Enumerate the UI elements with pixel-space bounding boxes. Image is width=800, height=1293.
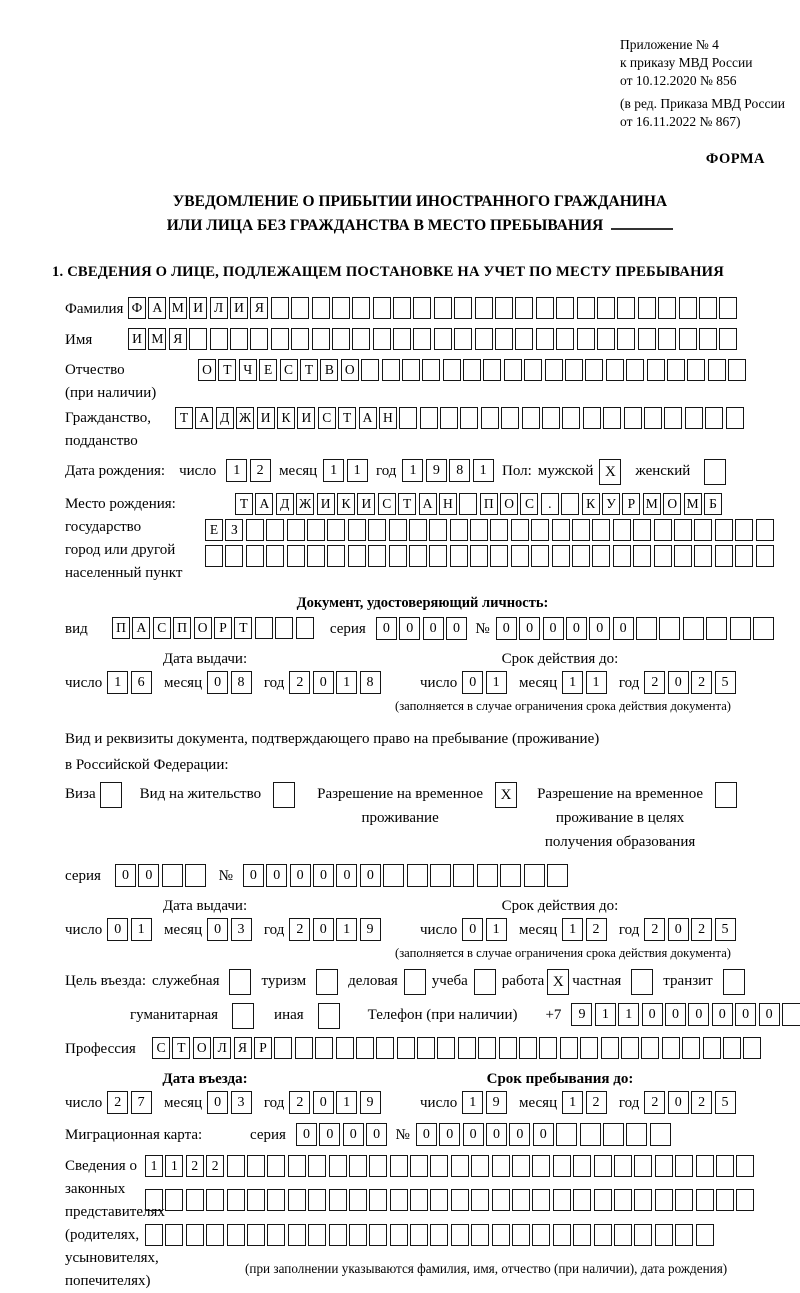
migration-card-row [65, 1123, 800, 1147]
visa-checkbox[interactable] [100, 782, 122, 808]
citizenship-input[interactable]: Т А Д Ж И К И С Т А Н [175, 407, 746, 429]
month-label: месяц [519, 922, 558, 938]
residence-doc-dates [65, 898, 800, 942]
temp-residence-label: Разрешение на временное проживание [317, 786, 484, 826]
month-label: месяц [519, 1095, 558, 1111]
visa-label: Виза [65, 786, 96, 802]
month-label: месяц [279, 463, 318, 479]
month-label: месяц [519, 675, 558, 691]
residence-issue-year-input[interactable]: 2 0 1 9 [289, 918, 383, 941]
issue-date-heading: Дата выдачи: [162, 651, 248, 667]
purpose-work-checkbox[interactable]: X [547, 969, 569, 995]
birth-year-input[interactable]: 1 9 8 1 [402, 459, 496, 482]
form-title-line2: ИЛИ ЛИЦА БЕЗ ГРАЖДАНСТВА В МЕСТО ПРЕБЫВАНИЯ [40, 214, 800, 238]
birthplace-line3-input[interactable] [205, 545, 776, 567]
ref-line: Приложение № 4 [620, 37, 719, 52]
purpose-business-checkbox[interactable] [404, 969, 426, 995]
order-reference [620, 36, 800, 131]
visa-option [65, 782, 122, 808]
validity-note: (заполняется в случае ограничения срока действия документа) [395, 699, 731, 713]
birthplace-inputs [205, 493, 776, 572]
stay-year-input[interactable]: 2 0 2 5 [644, 1091, 738, 1114]
birth-day-input[interactable]: 1 2 [226, 459, 273, 482]
residence-doc-options [65, 782, 800, 854]
sex-female-label: женский [635, 463, 691, 479]
purpose-study-label: учеба [431, 973, 468, 989]
forma-label: ФОРМА [705, 151, 765, 167]
form-title-line1: УВЕДОМЛЕНИЕ О ПРИБЫТИИ ИНОСТРАННОГО ГРАЖДАНИНА [172, 193, 668, 210]
doc-kind-label: вид [65, 621, 88, 637]
residence-series-input[interactable]: 0 0 [115, 864, 209, 887]
representatives-line2-input[interactable] [145, 1189, 757, 1211]
migration-series-input[interactable]: 0 0 0 0 [296, 1123, 390, 1146]
validity-note: (заполняется в случае ограничения срока действия документа) [395, 946, 731, 960]
edu-residence-label: Разрешение на временное проживание в целях получения образования [537, 786, 704, 850]
entry-date-heading: Дата въезда: [162, 1071, 248, 1087]
identity-doc-dates [65, 651, 800, 695]
entry-purpose-label: Цель въезда: [65, 973, 146, 989]
valid-until-heading: Срок действия до: [501, 651, 619, 667]
doc-kind-input[interactable]: П А С П О Р Т [112, 617, 316, 639]
ref-line: от 16.11.2022 № 867) [620, 114, 741, 129]
purpose-other-label: иная [274, 1007, 304, 1023]
day-label: число [65, 1095, 103, 1111]
representatives-label: Сведения о законных представителях (родителях, усыновителях, попечителях) [65, 1158, 165, 1289]
day-label: число [420, 1095, 458, 1111]
doc-series-input[interactable]: 0 0 0 0 [376, 617, 470, 640]
purpose-business-label: деловая [348, 973, 398, 989]
day-label: число [65, 675, 103, 691]
patronymic-input[interactable]: О Т Ч Е С Т В О [198, 359, 749, 381]
residence-issue-month-input[interactable]: 0 3 [207, 918, 254, 941]
purpose-tourism-checkbox[interactable] [316, 969, 338, 995]
day-label: число [179, 463, 217, 479]
residence-valid-year-input[interactable]: 2 0 2 5 [644, 918, 738, 941]
entry-day-input[interactable]: 2 7 [107, 1091, 154, 1114]
surname-label: Фамилия [65, 301, 124, 317]
birthplace-line2-input[interactable]: Е З [205, 519, 776, 541]
birthplace-line1-input[interactable]: Т А Д Ж И К И С Т А Н П О С . К У Р М О М Б [235, 493, 724, 515]
birthplace-row [65, 493, 800, 585]
sex-male-label: мужской [537, 463, 594, 479]
patronymic-row [65, 359, 800, 405]
migration-number-label: № [395, 1127, 410, 1143]
identity-doc-kind-row [65, 617, 800, 641]
purpose-official-label: служебная [151, 973, 220, 989]
stay-month-input[interactable]: 1 2 [562, 1091, 609, 1114]
citizenship-row [65, 407, 800, 453]
purpose-study-checkbox[interactable] [474, 969, 496, 995]
year-label: год [263, 675, 285, 691]
edu-residence-option [537, 782, 737, 854]
profession-input[interactable]: С Т О Л Я Р [152, 1037, 764, 1059]
purpose-phone-row [65, 1003, 800, 1029]
migration-card-label: Миграционная карта: [65, 1127, 203, 1143]
residence-permit-option [140, 782, 295, 808]
year-label: год [263, 922, 285, 938]
title-blank-underline [611, 214, 673, 230]
doc-issue-year-input[interactable]: 2 0 1 8 [289, 671, 383, 694]
purpose-humanitarian-checkbox[interactable] [232, 1003, 254, 1029]
birth-date-row [65, 459, 800, 485]
stay-day-input[interactable]: 1 9 [462, 1091, 509, 1114]
residence-doc-series-row [65, 864, 800, 888]
migration-series-label: серия [250, 1127, 286, 1143]
doc-issue-day-input[interactable]: 1 6 [107, 671, 154, 694]
phone-label: Телефон (при наличии) [367, 1007, 518, 1023]
year-label: год [263, 1095, 285, 1111]
year-label: год [618, 922, 640, 938]
doc-issue-month-input[interactable]: 0 8 [207, 671, 254, 694]
name-row [65, 328, 800, 352]
birth-date-label: Дата рождения: [65, 463, 166, 479]
birthplace-label: Место рождения: государство город или другой населенный пункт [65, 496, 183, 581]
residence-permit-checkbox[interactable] [273, 782, 295, 808]
representatives-row [65, 1155, 800, 1293]
month-label: месяц [164, 1095, 203, 1111]
doc-valid-day-input[interactable]: 0 1 [462, 671, 509, 694]
doc-valid-year-input[interactable]: 2 0 2 5 [644, 671, 738, 694]
representatives-note: (при заполнении указываются фамилия, имя, отчество (при наличии), дата рождения) [245, 1261, 728, 1276]
doc-series-label: серия [329, 621, 366, 637]
name-label: Имя [65, 332, 93, 348]
name-input[interactable]: И М Я [128, 328, 740, 350]
citizenship-label: Гражданство, подданство [65, 410, 152, 449]
temp-residence-option [317, 782, 517, 830]
purpose-humanitarian-label: гуманитарная [130, 1007, 219, 1023]
year-label: год [618, 675, 640, 691]
representatives-line1-input[interactable]: 1 1 2 2 [145, 1155, 757, 1177]
issue-date-heading: Дата выдачи: [162, 898, 248, 914]
purpose-private-label: частная [572, 973, 622, 989]
residence-number-input[interactable]: 0 0 0 0 0 0 [243, 864, 570, 887]
birth-month-input[interactable]: 1 1 [323, 459, 370, 482]
sex-male-checkbox[interactable]: X [599, 459, 621, 485]
identity-doc-heading: Документ, удостоверяющий личность: [296, 595, 549, 611]
edu-residence-checkbox[interactable] [715, 782, 737, 808]
representatives-inputs [145, 1155, 757, 1277]
profession-row [65, 1037, 800, 1061]
ref-line: (в ред. Приказа МВД России [620, 96, 785, 111]
purpose-transit-checkbox[interactable] [723, 969, 745, 995]
doc-number-input[interactable]: 0 0 0 0 0 0 [496, 617, 777, 640]
surname-input[interactable]: Ф А М И Л И Я [128, 297, 740, 319]
month-label: месяц [164, 675, 203, 691]
form-title [40, 190, 800, 238]
series-label: серия [65, 868, 101, 884]
profession-label: Профессия [65, 1041, 136, 1057]
sex-label: Пол: [502, 463, 532, 479]
doc-valid-month-input[interactable]: 1 1 [562, 671, 609, 694]
valid-until-heading: Срок действия до: [501, 898, 619, 914]
entry-month-input[interactable]: 0 3 [207, 1091, 254, 1114]
day-label: число [420, 675, 458, 691]
residence-valid-day-input[interactable]: 0 1 [462, 918, 509, 941]
number-label: № [218, 868, 233, 884]
ref-line: от 10.12.2020 № 856 [620, 73, 737, 88]
year-label: год [375, 463, 397, 479]
entry-stay-dates [65, 1071, 800, 1115]
residence-permit-label: Вид на жительство [139, 786, 262, 802]
residence-issue-day-input[interactable]: 0 1 [107, 918, 154, 941]
residence-doc-intro: Вид и реквизиты документа, подтверждающего право на пребывание (проживание) в Российской Федерации: [65, 731, 600, 773]
surname-row [65, 297, 800, 321]
purpose-tourism-label: туризм [261, 973, 307, 989]
sex-female-checkbox[interactable] [704, 459, 726, 485]
entry-purpose-row [65, 969, 800, 995]
purpose-official-checkbox[interactable] [229, 969, 251, 995]
representatives-line3-input[interactable] [145, 1224, 716, 1246]
residence-valid-month-input[interactable]: 1 2 [562, 918, 609, 941]
day-label: число [420, 922, 458, 938]
migration-number-input[interactable]: 0 0 0 0 0 0 [416, 1123, 673, 1146]
temp-residence-checkbox[interactable]: X [495, 782, 517, 808]
year-label: год [618, 1095, 640, 1111]
section1-heading: 1. СВЕДЕНИЯ О ЛИЦЕ, ПОДЛЕЖАЩЕМ ПОСТАНОВКЕ НА УЧЕТ ПО МЕСТУ ПРЕБЫВАНИЯ [52, 264, 724, 280]
purpose-work-label: работа [501, 973, 545, 989]
day-label: число [65, 922, 103, 938]
purpose-private-checkbox[interactable] [631, 969, 653, 995]
phone-prefix: +7 [545, 1007, 562, 1023]
purpose-transit-label: транзит [663, 973, 713, 989]
stay-until-heading: Срок пребывания до: [486, 1071, 634, 1087]
purpose-other-checkbox[interactable] [318, 1003, 340, 1029]
entry-year-input[interactable]: 2 0 1 9 [289, 1091, 383, 1114]
patronymic-label: Отчество (при наличии) [65, 362, 157, 401]
doc-number-label: № [475, 621, 490, 637]
phone-input[interactable]: 9 1 1 0 0 0 0 0 0 [571, 1003, 800, 1026]
month-label: месяц [164, 922, 203, 938]
ref-line: к приказу МВД России [620, 55, 753, 70]
